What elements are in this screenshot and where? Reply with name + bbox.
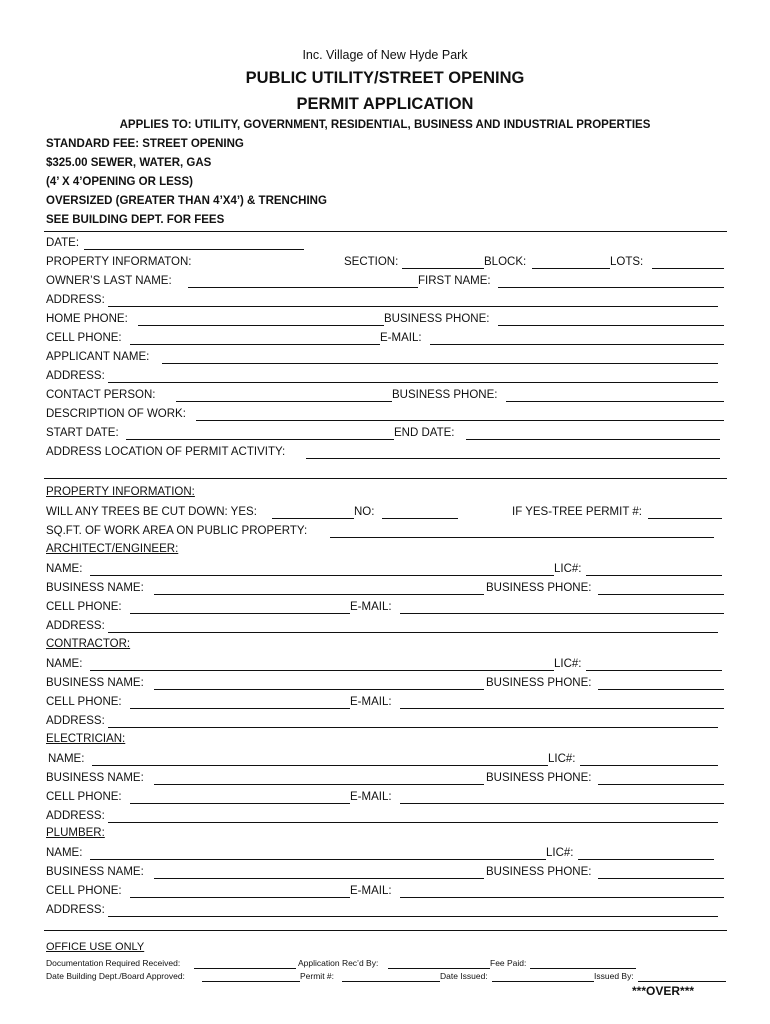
contact-business-phone-field[interactable]: [506, 401, 724, 402]
date-issued-row: [440, 971, 594, 983]
architect-name-label: NAME:: [46, 563, 83, 575]
applicant-name-field[interactable]: [162, 363, 718, 364]
contractor-email-field[interactable]: [400, 708, 724, 709]
plumber-row-cell: [46, 884, 726, 898]
applicant-name-label: APPLICANT NAME:: [46, 351, 150, 363]
electrician-lic-label: LIC#:: [548, 753, 576, 765]
date-issued-label: Date Issued:: [440, 971, 488, 981]
electrician-business-name-field[interactable]: [154, 784, 484, 785]
row-activity-location: [46, 445, 726, 459]
row-contact: [46, 388, 726, 402]
contractor-business-name-label: BUSINESS NAME:: [46, 677, 144, 689]
architect-cell-phone-label: CELL PHONE:: [46, 601, 122, 613]
contractor-address-field[interactable]: [108, 727, 718, 728]
app-recd-by-label: Application Rec’d By:: [298, 958, 379, 968]
tree-permit-field[interactable]: [648, 518, 722, 519]
applicant-address-field[interactable]: [108, 382, 718, 383]
electrician-cell-phone-field[interactable]: [130, 803, 350, 804]
electrician-business-phone-field[interactable]: [598, 784, 724, 785]
permit-no-field[interactable]: [342, 981, 440, 982]
row-property-info: [46, 255, 726, 269]
lots-label: LOTS:: [610, 256, 644, 268]
app-recd-by-field[interactable]: [388, 968, 490, 969]
fee-oversized: OVERSIZED (GREATER THAN 4’X4’) & TRENCHING: [46, 195, 327, 207]
plumber-heading: PLUMBER:: [46, 827, 105, 839]
architect-email-field[interactable]: [400, 613, 724, 614]
description-field[interactable]: [196, 420, 724, 421]
contractor-business-phone-label: BUSINESS PHONE:: [486, 677, 592, 689]
plumber-row-business: [46, 865, 726, 879]
lots-field[interactable]: [652, 268, 724, 269]
contractor-lic-field[interactable]: [586, 670, 722, 671]
permit-no-row: [300, 971, 440, 983]
owner-business-phone-label: BUSINESS PHONE:: [384, 313, 490, 325]
architect-business-phone-label: BUSINESS PHONE:: [486, 582, 592, 594]
sqft-field[interactable]: [330, 537, 714, 538]
plumber-lic-label: LIC#:: [546, 847, 574, 859]
electrician-address-field[interactable]: [108, 822, 718, 823]
block-label: BLOCK:: [484, 256, 527, 268]
electrician-row-name: [46, 752, 726, 766]
date-label: DATE:: [46, 237, 80, 249]
plumber-row-name: [46, 846, 726, 860]
owner-cell-phone-field[interactable]: [130, 344, 380, 345]
electrician-row-business: [46, 771, 726, 785]
contractor-row-name: [46, 657, 726, 671]
fee-amount: $325.00 SEWER, WATER, GAS: [46, 157, 212, 169]
architect-email-label: E-MAIL:: [350, 601, 392, 613]
contact-business-phone-label: BUSINESS PHONE:: [392, 389, 498, 401]
doc-received-label: Documentation Required Received:: [46, 958, 181, 968]
applies-to-text: APPLIES TO: UTILITY, GOVERNMENT, RESIDENTIAL, BUSINESS AND INDUSTRIAL PROPERTIES: [119, 119, 651, 131]
activity-location-field[interactable]: [306, 458, 720, 459]
app-recd-by-row: [298, 958, 490, 970]
electrician-address-label: ADDRESS:: [46, 810, 105, 822]
office-use-heading: OFFICE USE ONLY: [46, 941, 145, 953]
electrician-name-label: NAME:: [48, 753, 85, 765]
trees-no-label: NO:: [354, 506, 375, 518]
activity-location-label: ADDRESS LOCATION OF PERMIT ACTIVITY:: [46, 446, 286, 458]
plumber-name-label: NAME:: [46, 847, 83, 859]
row-applicant-address: [46, 369, 726, 383]
row-applicant-name: [46, 350, 726, 364]
contractor-row-business: [46, 676, 726, 690]
contractor-cell-phone-label: CELL PHONE:: [46, 696, 122, 708]
description-label: DESCRIPTION OF WORK:: [46, 408, 186, 420]
doc-received-row: [46, 958, 296, 970]
contractor-row-cell: [46, 695, 726, 709]
owner-address-field[interactable]: [108, 306, 718, 307]
electrician-row-cell: [46, 790, 726, 804]
architect-row-business: [46, 581, 726, 595]
issued-by-label: Issued By:: [594, 971, 634, 981]
first-name-field[interactable]: [498, 287, 724, 288]
property-info-label: PROPERTY INFORMATON:: [46, 256, 192, 268]
row-description: [46, 407, 726, 421]
electrician-cell-phone-label: CELL PHONE:: [46, 791, 122, 803]
applicant-address-label: ADDRESS:: [46, 370, 105, 382]
contractor-address-label: ADDRESS:: [46, 715, 105, 727]
contractor-lic-label: LIC#:: [554, 658, 582, 670]
form-title-line1: PUBLIC UTILITY/STREET OPENING: [245, 69, 525, 87]
electrician-email-label: E-MAIL:: [350, 791, 392, 803]
end-date-label: END DATE:: [394, 427, 455, 439]
trees-label: WILL ANY TREES BE CUT DOWN: YES:: [46, 506, 257, 518]
divider-middle: [44, 478, 727, 479]
trees-no-field[interactable]: [382, 518, 458, 519]
issued-by-field[interactable]: [638, 981, 726, 982]
architect-cell-phone-field[interactable]: [130, 613, 350, 614]
contact-person-label: CONTACT PERSON:: [46, 389, 156, 401]
owner-cell-phone-label: CELL PHONE:: [46, 332, 122, 344]
architect-heading: ARCHITECT/ENGINEER:: [46, 543, 179, 555]
row-phones: [46, 312, 726, 326]
row-owner-name: [46, 274, 726, 288]
contractor-cell-phone-field[interactable]: [130, 708, 350, 709]
owner-last-name-field[interactable]: [188, 287, 418, 288]
fee-paid-field[interactable]: [530, 968, 636, 969]
row-trees: [46, 505, 726, 519]
owner-business-phone-field[interactable]: [498, 325, 724, 326]
sqft-label: SQ.FT. OF WORK AREA ON PUBLIC PROPERTY:: [46, 525, 308, 537]
start-date-field[interactable]: [126, 439, 394, 440]
architect-lic-field[interactable]: [586, 575, 722, 576]
property-information-heading: PROPERTY INFORMATION:: [46, 486, 195, 498]
owner-address-label: ADDRESS:: [46, 294, 105, 306]
doc-received-field[interactable]: [194, 968, 296, 969]
row-date: [46, 236, 726, 250]
date-approved-field[interactable]: [202, 981, 300, 982]
plumber-address-field[interactable]: [108, 916, 718, 917]
trees-yes-field[interactable]: [272, 518, 354, 519]
electrician-email-field[interactable]: [400, 803, 724, 804]
form-title-line2: PERMIT APPLICATION: [296, 95, 474, 113]
block-field[interactable]: [532, 268, 610, 269]
date-issued-field[interactable]: [492, 981, 594, 982]
electrician-heading: ELECTRICIAN:: [46, 733, 126, 745]
date-field[interactable]: [84, 249, 304, 250]
architect-lic-label: LIC#:: [554, 563, 582, 575]
plumber-row-address: [46, 903, 726, 917]
architect-business-phone-field[interactable]: [598, 594, 724, 595]
plumber-cell-phone-field[interactable]: [130, 897, 350, 898]
contractor-email-label: E-MAIL:: [350, 696, 392, 708]
agency-name: Inc. Village of New Hyde Park: [302, 48, 468, 62]
electrician-name-field[interactable]: [92, 765, 548, 766]
contractor-name-label: NAME:: [46, 658, 83, 670]
contractor-name-field[interactable]: [90, 670, 554, 671]
architect-row-address: [46, 619, 726, 633]
section-label: SECTION:: [344, 256, 399, 268]
plumber-business-name-label: BUSINESS NAME:: [46, 866, 144, 878]
divider-bottom: [44, 930, 727, 931]
plumber-email-field[interactable]: [400, 897, 724, 898]
architect-address-label: ADDRESS:: [46, 620, 105, 632]
contact-person-field[interactable]: [176, 401, 392, 402]
architect-name-field[interactable]: [90, 575, 554, 576]
owner-email-label: E-MAIL:: [380, 332, 422, 344]
architect-row-cell: [46, 600, 726, 614]
row-sqft: [46, 524, 726, 538]
home-phone-field[interactable]: [138, 325, 384, 326]
issued-by-row: [594, 971, 726, 983]
electrician-row-address: [46, 809, 726, 823]
plumber-email-label: E-MAIL:: [350, 885, 392, 897]
start-date-label: START DATE:: [46, 427, 119, 439]
owner-email-field[interactable]: [430, 344, 724, 345]
fee-paid-label: Fee Paid:: [490, 958, 527, 968]
contractor-business-name-field[interactable]: [154, 689, 484, 690]
plumber-business-phone-field[interactable]: [598, 878, 724, 879]
fee-size-limit: (4’ X 4’OPENING OR LESS): [46, 176, 193, 188]
plumber-business-name-field[interactable]: [154, 878, 484, 879]
architect-address-field[interactable]: [108, 632, 718, 633]
plumber-name-field[interactable]: [90, 859, 546, 860]
architect-business-name-label: BUSINESS NAME:: [46, 582, 144, 594]
contractor-business-phone-field[interactable]: [598, 689, 724, 690]
electrician-business-name-label: BUSINESS NAME:: [46, 772, 144, 784]
plumber-address-label: ADDRESS:: [46, 904, 105, 916]
over-notice: ***OVER***: [632, 984, 695, 998]
date-approved-row: [46, 971, 300, 983]
fee-paid-row: [490, 958, 636, 970]
permit-no-label: Permit #:: [300, 971, 335, 981]
tree-permit-label: IF YES-TREE PERMIT #:: [512, 506, 642, 518]
plumber-lic-field[interactable]: [578, 859, 714, 860]
fee-standard: STANDARD FEE: STREET OPENING: [46, 138, 244, 150]
architect-row-name: [46, 562, 726, 576]
contractor-row-address: [46, 714, 726, 728]
row-owner-address: [46, 293, 726, 307]
electrician-lic-field[interactable]: [580, 765, 718, 766]
architect-business-name-field[interactable]: [154, 594, 484, 595]
divider-top: [44, 231, 727, 232]
first-name-label: FIRST NAME:: [418, 275, 491, 287]
row-dates: [46, 426, 726, 440]
row-cell-email: [46, 331, 726, 345]
electrician-business-phone-label: BUSINESS PHONE:: [486, 772, 592, 784]
section-field[interactable]: [402, 268, 484, 269]
fee-see-building: SEE BUILDING DEPT. FOR FEES: [46, 214, 225, 226]
date-approved-label: Date Building Dept./Board Approved:: [46, 971, 185, 981]
plumber-cell-phone-label: CELL PHONE:: [46, 885, 122, 897]
plumber-business-phone-label: BUSINESS PHONE:: [486, 866, 592, 878]
owner-last-name-label: OWNER’S LAST NAME:: [46, 275, 172, 287]
end-date-field[interactable]: [466, 439, 720, 440]
home-phone-label: HOME PHONE:: [46, 313, 128, 325]
contractor-heading: CONTRACTOR:: [46, 638, 131, 650]
